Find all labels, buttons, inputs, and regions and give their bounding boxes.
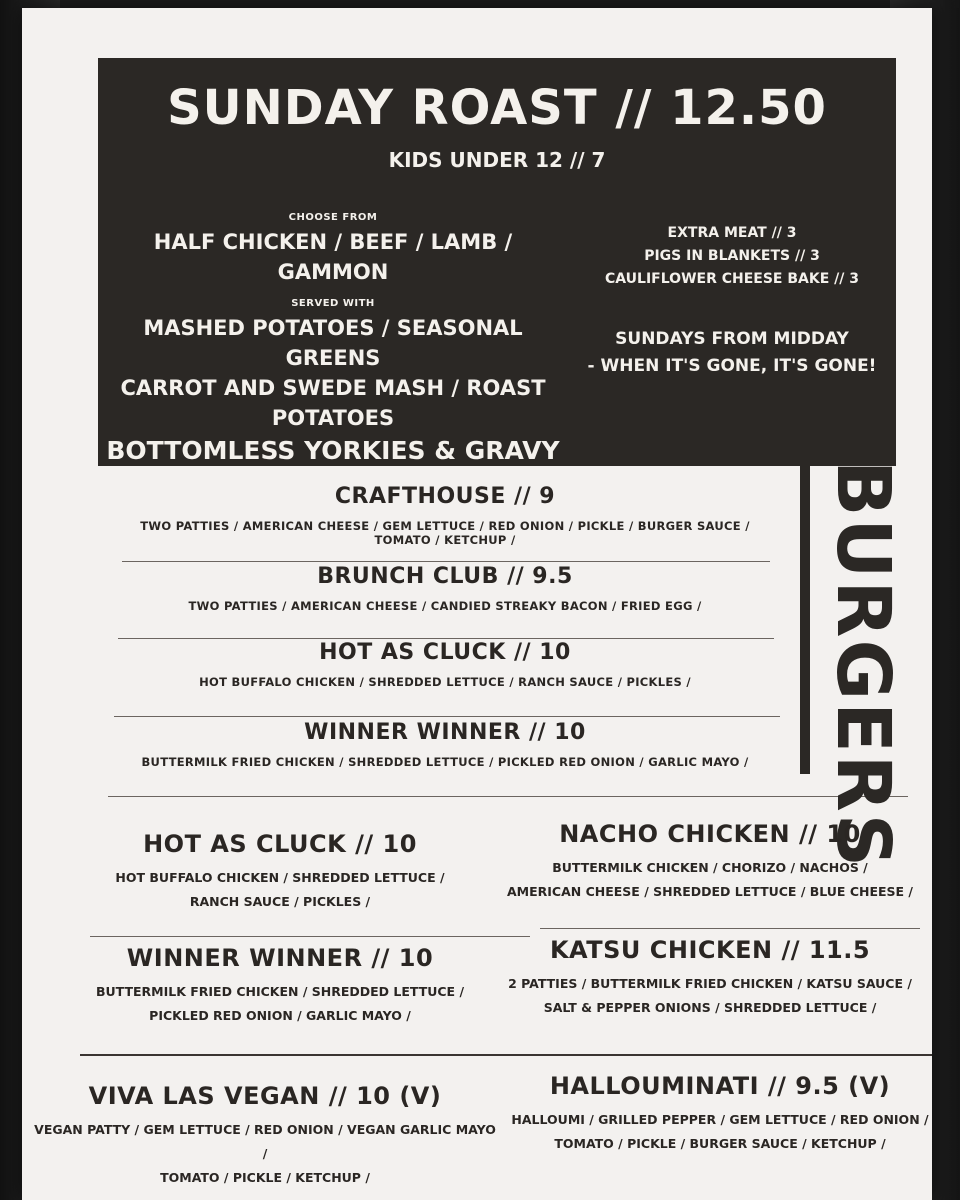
served-line: CARROT AND SWEDE MASH / ROAST POTATOES [120,376,546,430]
burger-desc: HOT BUFFALO CHICKEN / SHREDDED LETTUCE / RANCH SAUCE / PICKLES / [199,675,691,689]
grid-item-desc [30,1118,500,1190]
divider [80,1054,932,1056]
desc-line: VEGAN PATTY / GEM LETTUCE / RED ONION / VEGAN GARLIC MAYO / [34,1122,496,1161]
burger-item [110,564,780,613]
divider [122,561,770,562]
desc-line: BUTTERMILK CHICKEN / CHORIZO / NACHOS / [552,860,868,875]
burger-name: CRAFTHOUSE // 9 [334,484,556,509]
divider [118,638,774,639]
desc-line: TOMATO / PICKLE / KETCHUP / [160,1170,370,1185]
grid-item-name: KATSU CHICKEN // 11.5 [549,936,871,964]
burger-item [110,484,780,547]
served-label: SERVED WITH [291,298,375,309]
choose-items: HALF CHICKEN / BEEF / LAMB / GAMMON [153,230,513,284]
desc-line: RANCH SAUCE / PICKLES / [189,894,371,909]
roast-extras-block [568,222,896,291]
desc-line: HOT BUFFALO CHICKEN / SHREDDED LETTUCE / [115,870,445,885]
extra-item: PIGS IN BLANKETS // 3 [644,248,820,264]
burger-name: WINNER WINNER // 10 [304,720,586,745]
burgers-section-label: BURGERS [820,460,906,870]
grid-item-name: VIVA LAS VEGAN // 10 (V) [88,1082,442,1110]
divider [540,928,920,929]
grid-item-name: NACHO CHICKEN // 10 [559,820,861,848]
served-line: MASHED POTATOES / SEASONAL GREENS [143,316,523,370]
desc-line: AMERICAN CHEESE / SHREDDED LETTUCE / BLUE CHEESE / [507,884,913,899]
roast-choose-block [98,212,568,287]
burger-item [110,720,780,769]
grid-item-name: WINNER WINNER // 10 [126,944,434,972]
sunday-note-line: - WHEN IT'S GONE, IT'S GONE! [587,356,877,376]
roast-served-block [98,298,568,469]
grid-item [30,1082,500,1190]
burger-name: BRUNCH CLUB // 9.5 [317,564,573,589]
grid-item [70,830,490,914]
served-line: BOTTOMLESS YORKIES & GRAVY [106,436,560,465]
burger-desc: TWO PATTIES / AMERICAN CHEESE / CANDIED STREAKY BACON / FRIED EGG / [188,599,702,613]
sunday-note-line: SUNDAYS FROM MIDDAY [615,329,849,349]
sunday-roast-panel [98,58,896,466]
desc-line: PICKLED RED ONION / GARLIC MAYO / [149,1008,411,1023]
grid-item-desc [70,980,490,1028]
extra-item: EXTRA MEAT // 3 [667,225,797,241]
divider [114,716,780,717]
desc-line: BUTTERMILK FRIED CHICKEN / SHREDDED LETTUCE / [95,984,465,999]
grid-item-desc [70,866,490,914]
divider [90,936,530,937]
desc-line: TOMATO / PICKLE / BURGER SAUCE / KETCHUP / [554,1136,886,1151]
extra-item: CAULIFLOWER CHEESE BAKE // 3 [605,271,859,287]
grid-item-desc [500,972,920,1020]
grid-item-name: HOT AS CLUCK // 10 [143,830,417,858]
desc-line: HALLOUMI / GRILLED PEPPER / GEM LETTUCE / RED ONION / [511,1112,929,1127]
burger-item [110,640,780,689]
grid-item-desc [500,856,920,904]
desc-line: 2 PATTIES / BUTTERMILK FRIED CHICKEN / KATSU SAUCE / [508,976,912,991]
grid-item-name: HALLOUMINATI // 9.5 (V) [549,1072,891,1100]
grid-item [500,1072,940,1156]
roast-kids-price: KIDS UNDER 12 // 7 [388,148,606,172]
choose-label: CHOOSE FROM [288,212,378,223]
divider [108,796,908,797]
roast-title: SUNDAY ROAST // 12.50 [167,80,827,136]
burger-desc: TWO PATTIES / AMERICAN CHEESE / GEM LETTUCE / RED ONION / PICKLE / BURGER SAUCE / TOMATO / KETCHUP / [140,519,750,547]
burger-desc: BUTTERMILK FRIED CHICKEN / SHREDDED LETTUCE / PICKLED RED ONION / GARLIC MAYO / [141,755,749,769]
grid-item [500,820,920,904]
burger-name: HOT AS CLUCK // 10 [319,640,571,665]
grid-item [70,944,490,1028]
grid-item [500,936,920,1020]
burgers-side-bar [800,462,810,774]
desc-line: SALT & PEPPER ONIONS / SHREDDED LETTUCE / [543,1000,877,1015]
grid-item-desc [500,1108,940,1156]
roast-sunday-note [568,326,896,380]
